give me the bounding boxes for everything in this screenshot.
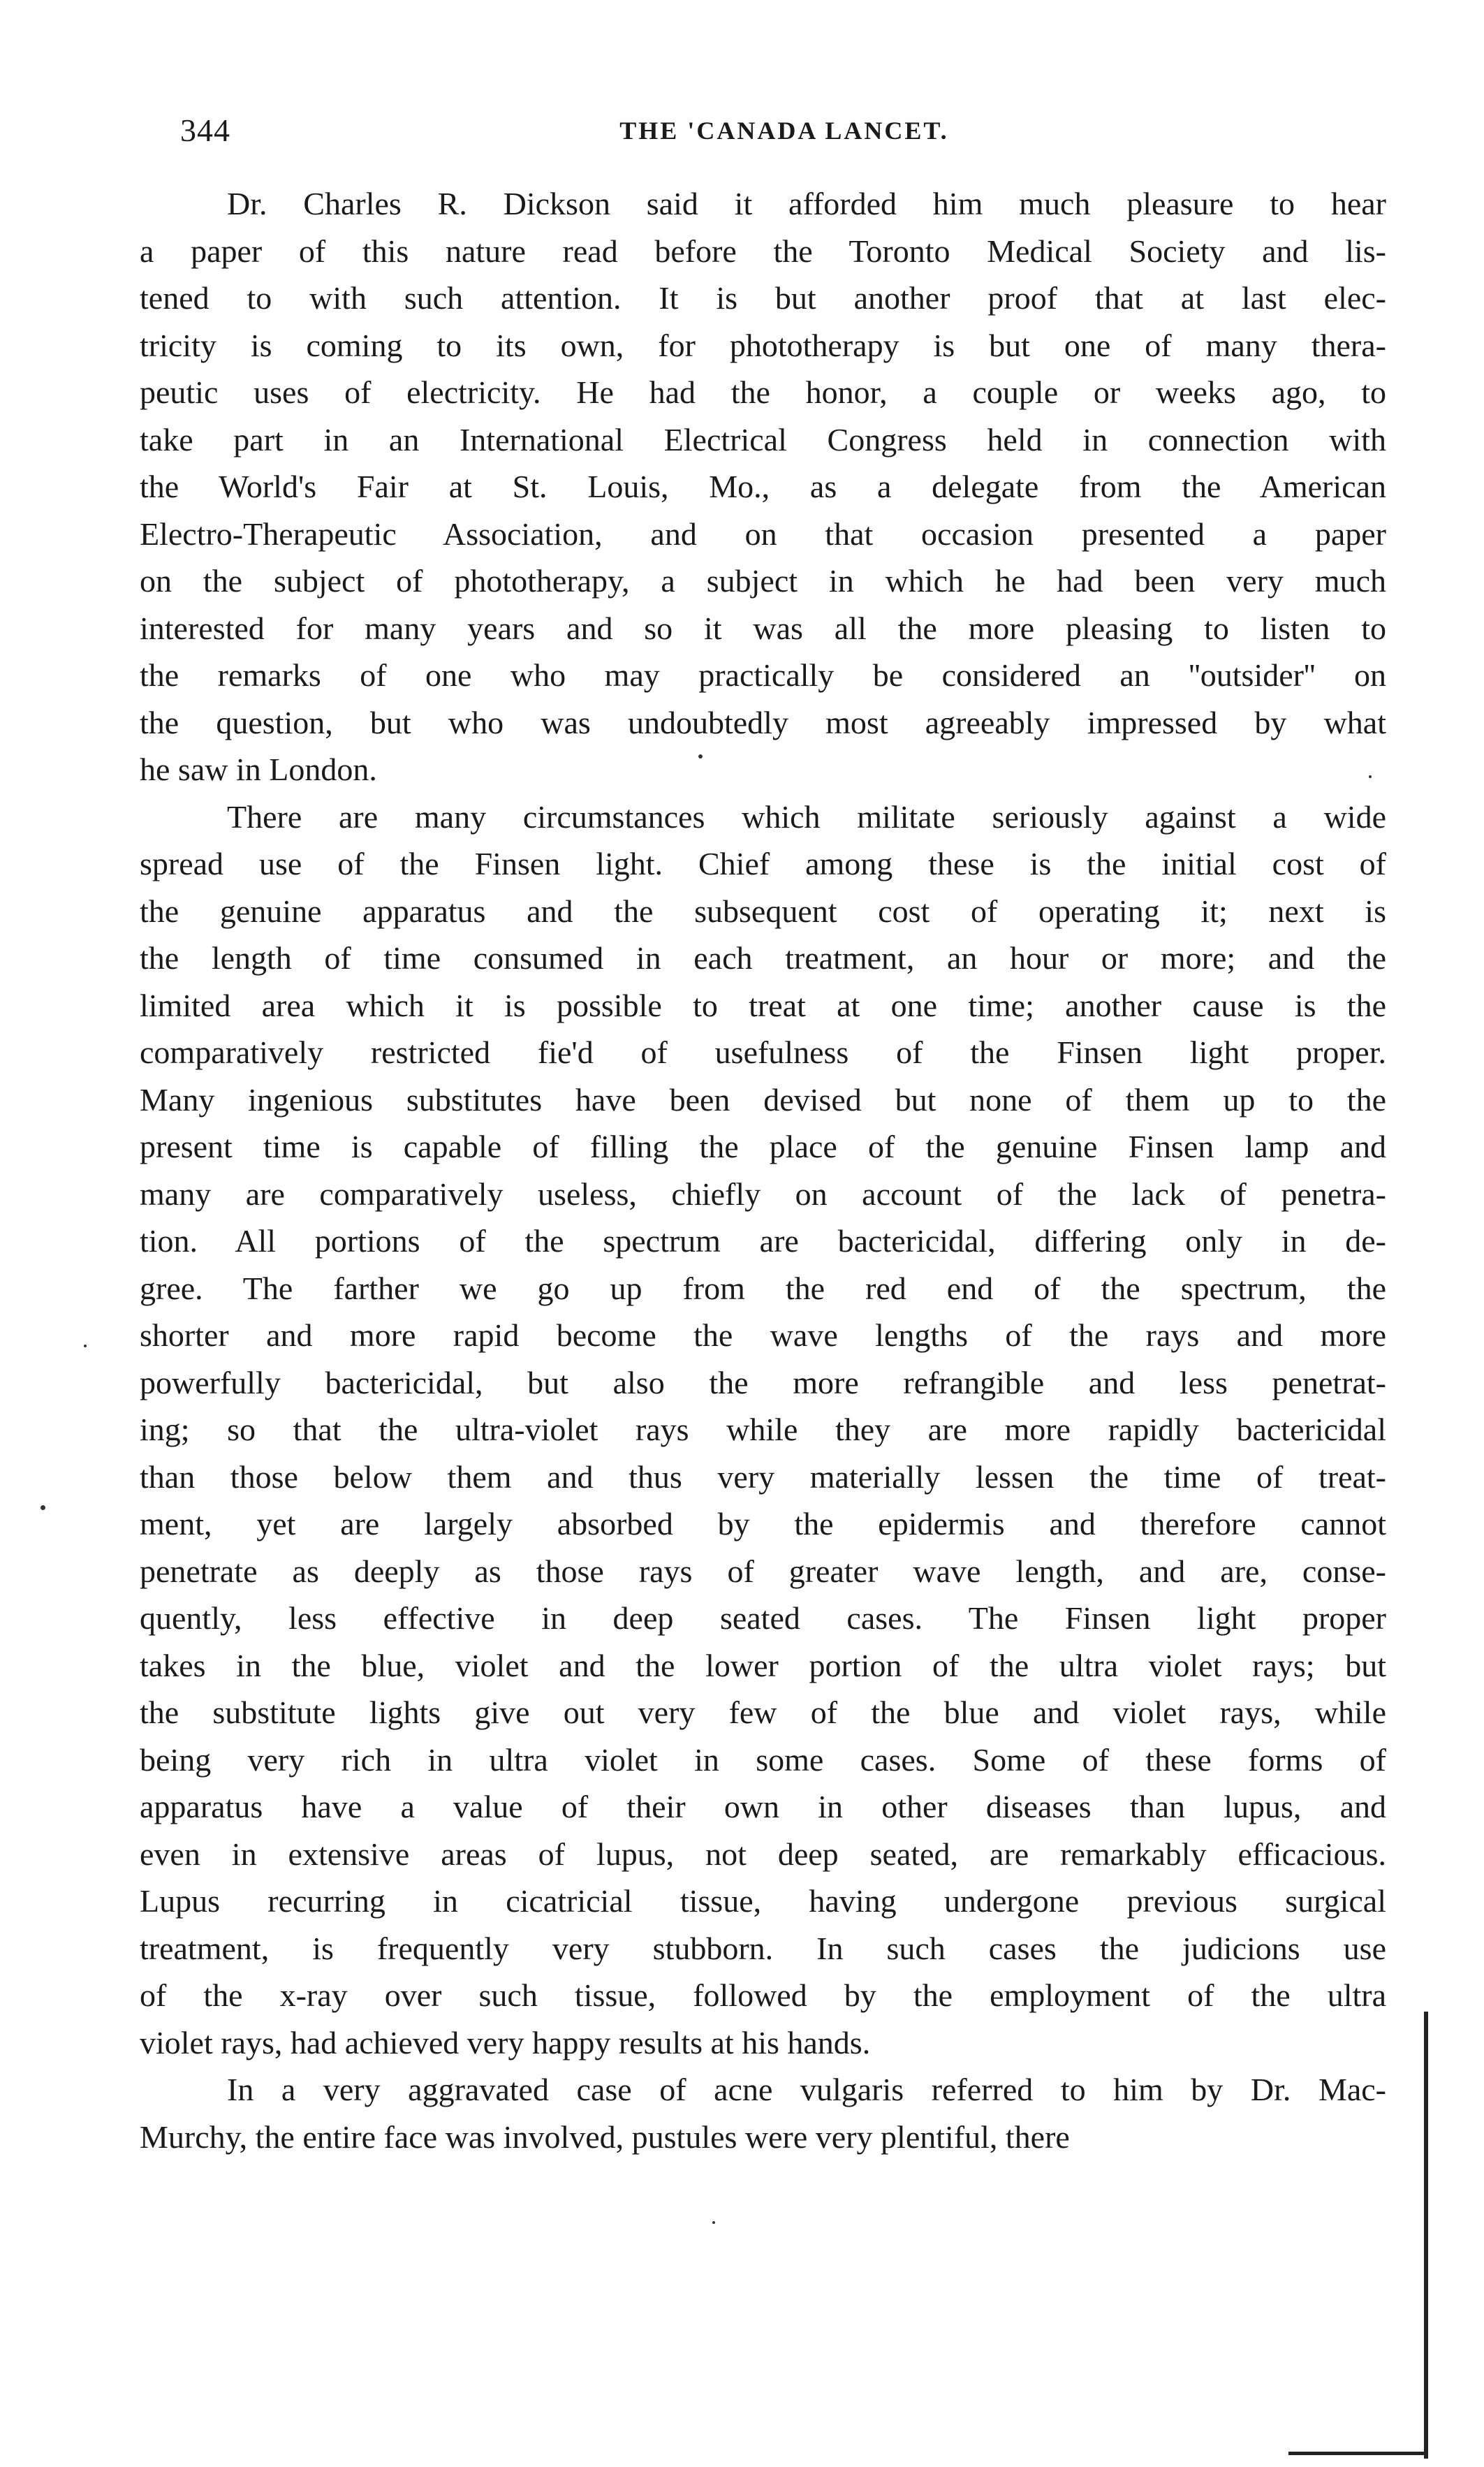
print-speck	[84, 1345, 87, 1347]
paragraph-1	[140, 180, 1386, 793]
text-line: limited area which it is possible to treat at one time; another cause is the	[140, 987, 1386, 1023]
text-line: Murchy, the entire face was involved, pustules were very plentiful, there	[140, 2118, 1070, 2155]
text-line: than those below them and thus very materially lessen the time of treat-	[140, 1458, 1386, 1495]
paragraph-3	[140, 2066, 1386, 2160]
text-line: take part in an International Electrical Congress held in connection with	[140, 421, 1386, 457]
page-number: 344	[180, 112, 230, 148]
text-line: takes in the blue, violet and the lower portion of the ultra violet rays; but	[140, 1647, 1386, 1683]
text-line: the length of time consumed in each treatment, an hour or more; and the	[140, 940, 1386, 976]
text-line: tened to with such attention. It is but another proof that at last elec-	[140, 280, 1386, 316]
text-line: the World's Fair at St. Louis, Mo., as a delegate from the American	[140, 469, 1386, 504]
print-speck	[41, 1505, 45, 1510]
text-line: on the subject of phototherapy, a subject in which he had been very much	[140, 563, 1386, 599]
text-line: a paper of this nature read before the Toronto Medical Society and lis-	[140, 233, 1386, 269]
text-line: comparatively restricted fie'd of usefulness of the Finsen light proper.	[140, 1034, 1386, 1070]
print-speck	[698, 754, 703, 759]
text-line: spread use of the Finsen light. Chief among these is the initial cost of	[140, 846, 1386, 881]
text-line: many are comparatively useless, chiefly on account of the lack of penetra-	[140, 1176, 1386, 1212]
text-line: present time is capable of filling the place of the genuine Finsen lamp and	[140, 1129, 1386, 1164]
text-line: violet rays, had achieved very happy results at his hands.	[140, 2024, 871, 2060]
text-line: shorter and more rapid become the wave lengths of the rays and more	[140, 1317, 1386, 1353]
print-speck	[1369, 775, 1372, 778]
text-line: peutic uses of electricity. He had the honor, a couple or weeks ago, to	[140, 374, 1386, 410]
text-line: the question, but who was undoubtedly most agreeably impressed by what	[140, 704, 1386, 740]
text-line: powerfully bactericidal, but also the more refrangible and less penetrat-	[140, 1364, 1386, 1400]
text-line: Lupus recurring in cicatricial tissue, having undergone previous surgical	[140, 1883, 1386, 1919]
running-head: THE 'CANADA LANCET.	[619, 117, 949, 145]
text-line: ment, yet are largely absorbed by the epidermis and therefore cannot	[140, 1506, 1386, 1542]
text-line: the remarks of one who may practically be considered an ''outsider'' on	[140, 657, 1386, 693]
text-line: Many ingenious substitutes have been devised but none of them up to the	[140, 1081, 1386, 1118]
text-line: ing; so that the ultra-violet rays while they are more rapidly bactericidal	[140, 1412, 1386, 1447]
paragraph-2	[140, 793, 1386, 2067]
body-text	[140, 180, 1386, 2160]
text-line: tion. All portions of the spectrum are bactericidal, differing only in de-	[140, 1223, 1386, 1259]
text-line: even in extensive areas of lupus, not deep seated, are remarkably efficacious.	[140, 1836, 1386, 1872]
text-line: the genuine apparatus and the subsequent cost of operating it; next is	[140, 893, 1386, 929]
text-line: quently, less effective in deep seated cases. The Finsen light proper	[140, 1600, 1386, 1636]
binding-edge-line	[1424, 2012, 1428, 2459]
text-line: Dr. Charles R. Dickson said it afforded him much pleasure to hear	[227, 186, 1386, 221]
text-line: he saw in London.	[140, 752, 377, 787]
text-line: apparatus have a value of their own in other diseases than lupus, and	[140, 1789, 1386, 1824]
text-line: interested for many years and so it was all the more pleasing to listen to	[140, 610, 1386, 646]
print-speck	[712, 2221, 715, 2224]
text-line: the substitute lights give out very few of the blue and violet rays, while	[140, 1694, 1386, 1730]
page-header	[180, 112, 1388, 161]
text-line: treatment, is frequently very stubborn. In such cases the judicions use	[140, 1930, 1386, 1966]
text-line: Electro-Therapeutic Association, and on that occasion presented a paper	[140, 515, 1386, 552]
text-line: In a very aggravated case of acne vulgaris referred to him by Dr. Mac-	[227, 2072, 1386, 2107]
text-line: being very rich in ultra violet in some cases. Some of these forms of	[140, 1741, 1386, 1778]
text-line: penetrate as deeply as those rays of greater wave length, and are, conse-	[140, 1553, 1386, 1589]
text-line: tricity is coming to its own, for phototherapy is but one of many thera-	[140, 327, 1386, 363]
text-line: of the x-ray over such tissue, followed by the employment of the ultra	[140, 1977, 1386, 2013]
text-line: gree. The farther we go up from the red end of the spectrum, the	[140, 1270, 1386, 1306]
text-line: There are many circumstances which militate seriously against a wide	[227, 798, 1386, 835]
binding-edge-foot	[1288, 2452, 1428, 2455]
